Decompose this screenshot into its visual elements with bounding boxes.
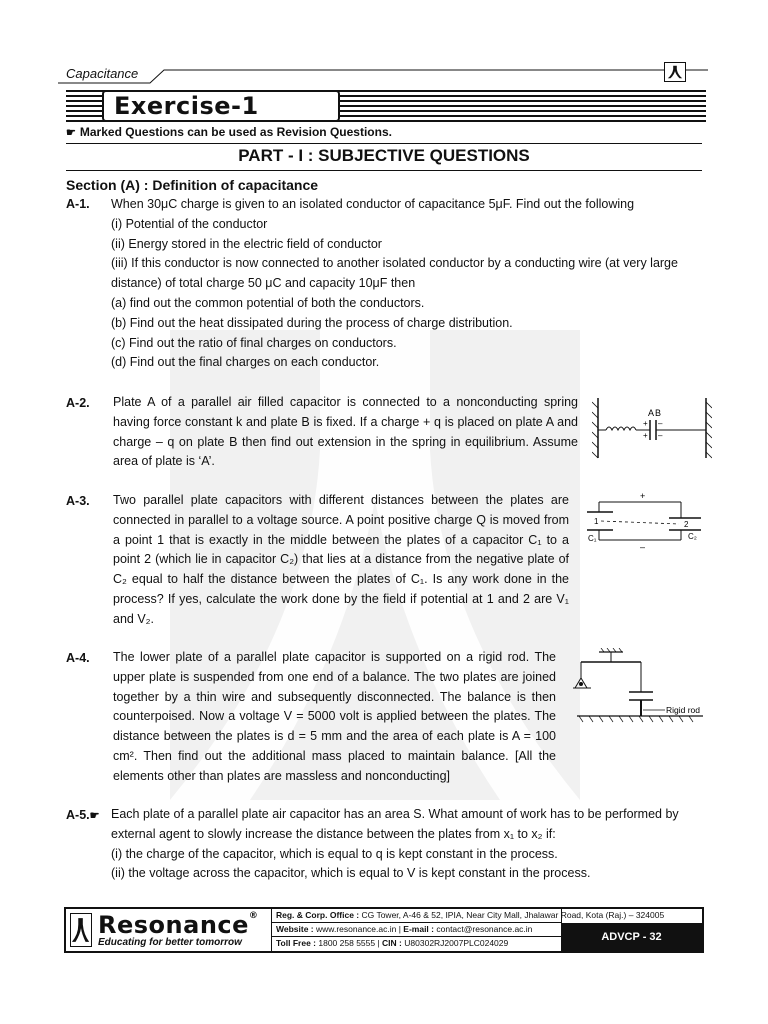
email-link[interactable]: contact@resonance.ac.in [436, 924, 533, 934]
office-row [272, 909, 665, 923]
tollfree-row: Toll Free : 1800 258 5555 | CIN : U80302RJ2007PLC024029 [276, 938, 509, 948]
point-2-label: 2 [684, 520, 689, 529]
question-a4: The lower plate of a parallel plate capacitor is supported on a rigid rod. The upper plate is suspended from one end of a balance. The two plates are joined together by a thin wire and subsequently disconnected. The balance is then counterpoised. Now a voltage V = 5000 volt is applied between the plates. The distance between the plates is d = 5 mm and the area of each plate is A = 100 cm². Then find out the additional mass placed to maintain balance. [All the elements other than plates are massless and nonconducting] [113, 650, 556, 783]
top-plus-label: + [640, 491, 646, 501]
cin-label: CIN : [382, 938, 402, 948]
office-label: Reg. & Corp. Office : [276, 910, 360, 920]
question-a1-line: distance) of total charge 50 μC and capacity 10μF then [111, 276, 416, 291]
question-a1-line: (a) find out the common potential of both the conductors. [111, 295, 425, 310]
question-number-a3: A-3. [66, 494, 90, 508]
brand-name [98, 911, 258, 939]
minus-sign-label: – [658, 419, 663, 428]
tollfree-number: 1800 258 5555 [318, 938, 376, 948]
question-a5 [111, 805, 711, 884]
question-a1 [111, 195, 706, 373]
web-row: Website : www.resonance.ac.in | E-mail : contact@resonance.ac.in [272, 923, 561, 937]
question-a1-line: When 30μC charge is given to an isolated conductor of capacitance 5μF. Find out the following [111, 197, 635, 211]
rigid-rod-label: Rigid rod [666, 705, 701, 715]
plate-a-label: A [648, 408, 655, 418]
part-title: PART - I : SUBJECTIVE QUESTIONS [66, 143, 702, 171]
footer-blank-cell [561, 909, 702, 923]
website-label: Website : [276, 924, 314, 934]
registered-mark: ® [248, 911, 259, 921]
revision-note-text: Marked Questions can be used as Revision Questions. [79, 125, 392, 139]
footer [64, 907, 704, 953]
plus-sign-label: + [643, 419, 648, 428]
section-title: Section (A) : Definition of capacitance [66, 177, 319, 193]
question-a5-line: (ii) the voltage across the capacitor, which is equal to V is kept constant in the process. [111, 866, 591, 881]
question-number-a5 [66, 808, 104, 822]
header-rule [58, 62, 708, 86]
question-a5-number: A-5. [66, 808, 90, 822]
brand-text: Resonance [98, 911, 249, 939]
office-text: CG Tower, A-46 & 52, IPIA, Near City Mall, Jhalawar Road, Kota (Raj.) – 324005 [361, 910, 665, 920]
page-code: ADVCP - 32 [561, 923, 702, 951]
resonance-logo-icon [70, 913, 92, 947]
question-number-a2: A-2. [66, 396, 90, 410]
email-label: E-mail : [403, 924, 434, 934]
question-a1-line: (ii) Energy stored in the electric field of conductor [111, 236, 382, 251]
exercise-banner [66, 90, 706, 122]
bottom-minus-label: – [640, 542, 646, 552]
revision-note [66, 125, 392, 139]
website-link[interactable]: www.resonance.ac.in [316, 924, 397, 934]
brand-tagline: Educating for better tomorrow [98, 937, 242, 948]
plate-b-label: B [655, 408, 662, 418]
c1-label: C₁ [588, 534, 597, 543]
running-title: Capacitance [66, 66, 139, 81]
c2-label: C₂ [688, 532, 697, 541]
question-number-a4: A-4. [66, 651, 90, 665]
question-a2: Plate A of a parallel air filled capacitor is connected to a nonconducting spring having force constant k and plate B is fixed. If a charge + q is placed on plate A and charge – q on plate B then find out extension in the spring in equilibrium. Assume area of plate is ‘A’. [113, 395, 578, 469]
question-a3: Two parallel plate capacitors with different distances between the plates are connected in parallel to a voltage source. A point positive charge Q is moved from a point 1 that is exactly in the middle between the plates of a capacitor C₁ to a point 2 (which lie in capacitor C₂) that lies at a distance from the negative plate of C₂ equal to half the distance between the plates of C₁. Is any work done in the process? If yes, calculate the work done by the field if potential at 1 and 2 are V₁ and V₂. [113, 493, 569, 626]
question-a5-line: (i) the charge of the capacitor, which is equal to q is kept constant in the process. [111, 846, 558, 861]
cin-number: U80302RJ2007PLC024029 [404, 938, 509, 948]
balance-capacitor-figure [573, 648, 713, 726]
point-1-label: 1 [594, 517, 599, 526]
question-number-a1: A-1. [66, 197, 90, 211]
question-a1-line: (c) Find out the ratio of final charges on conductors. [111, 335, 397, 350]
question-a1-line: (i) Potential of the conductor [111, 216, 268, 231]
minus-sign-label: – [658, 431, 663, 440]
question-a1-line: (b) Find out the heat dissipated during the process of charge distribution. [111, 315, 513, 330]
header-logo-icon [664, 62, 686, 82]
exercise-title: Exercise-1 [114, 92, 259, 120]
spring-capacitor-figure [592, 396, 712, 460]
pointing-hand-icon: ☛ [66, 127, 76, 139]
question-a5-line: external agent to slowly increase the distance between the plates from x₁ to x₂ if: [111, 826, 556, 841]
pointing-hand-icon: ☛ [89, 810, 100, 822]
question-a5-line: Each plate of a parallel plate air capacitor has an area S. What amount of work has to be performed by [111, 807, 679, 821]
question-a1-line: (iii) If this conductor is now connected to another isolated conductor by a conducting wire (at very large [111, 256, 678, 271]
tollfree-label: Toll Free : [276, 938, 316, 948]
parallel-capacitors-figure [585, 490, 705, 552]
question-a1-line: (d) Find out the final charges on each conductor. [111, 355, 380, 370]
plus-sign-label: + [643, 431, 648, 440]
